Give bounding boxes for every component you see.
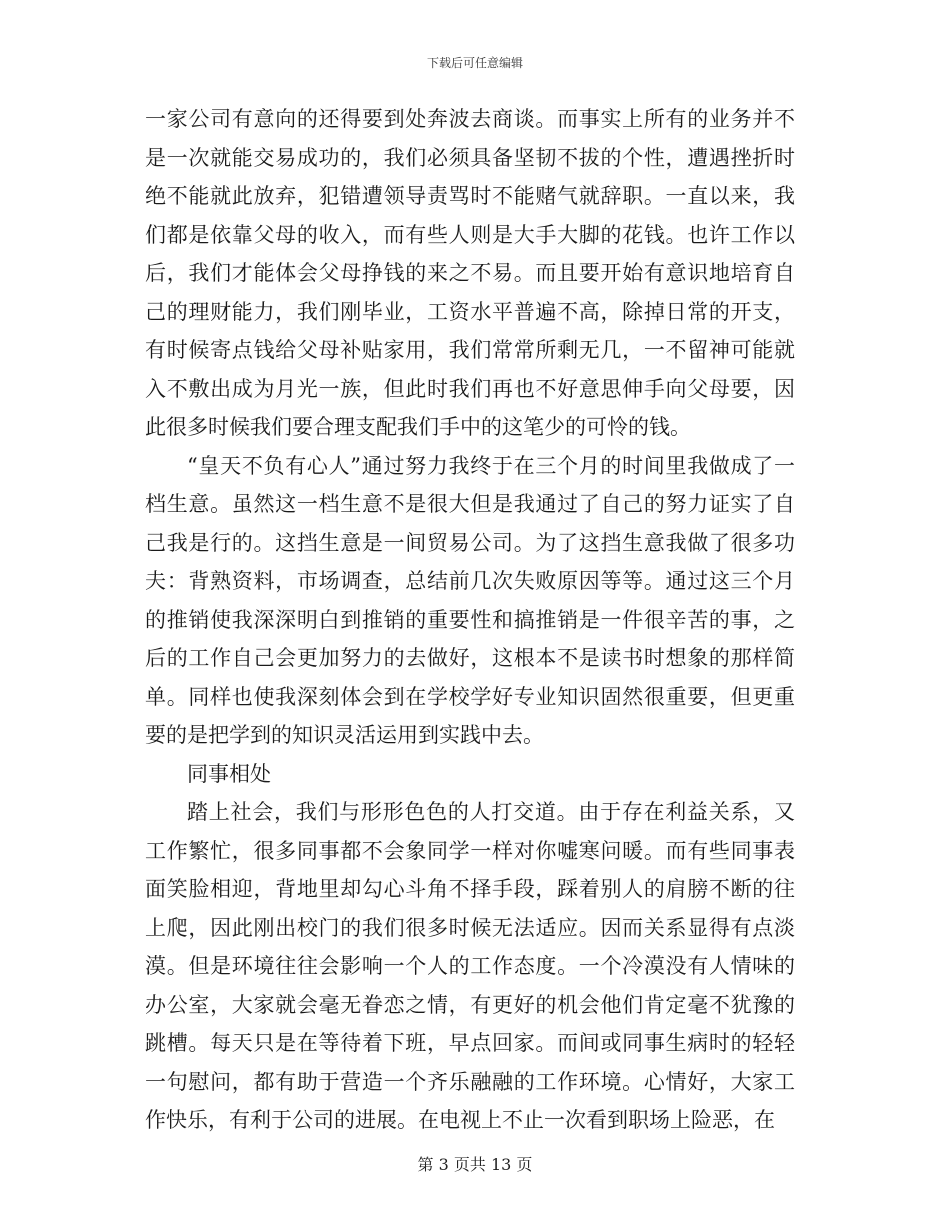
document-body (145, 100, 795, 1140)
paragraph-2: “皇天不负有心人”通过努力我终于在三个月的时间里我做成了一档生意。虽然这一档生意不是很大但是我通过了自己的努力证实了自己我是行的。这挡生意是一间贸易公司。为了这挡生意我做了很多功夫：背熟资料，市场调查，总结前几次失败原因等等。通过这三个月的推销使我深深明白到推销的重要性和搞推销是一件很辛苦的事，之后的工作自己会更加努力的去做好，这根本不是读书时想象的那样简单。同样也使我深刻体会到在学校学好专业知识固然很重要，但更重要的是把学到的知识灵活运用到实践中去。 (145, 453, 795, 747)
page-header-note: 下载后可任意编辑 (426, 56, 523, 70)
page-number-footer: 第 3 页共 13 页 (417, 1155, 533, 1174)
paragraph-1: 一家公司有意向的还得要到处奔波去商谈。而事实上所有的业务并不是一次就能交易成功的，我们必须具备坚韧不拔的个性，遭遇挫折时绝不能就此放弃，犯错遭领导责骂时不能赌气就辞职。一直以来，我们都是依靠父母的收入，而有些人则是大手大脚的花钱。也许工作以后，我们才能体会父母挣钱的来之不易。而且要开始有意识地培育自己的理财能力，我们刚毕业，工资水平普遍不高，除掉日常的开支，有时候寄点钱给父母补贴家用，我们常常所剩无几，一不留神可能就入不敷出成为月光一族，但此时我们再也不好意思伸手向父母要，因此很多时候我们要合理支配我们手中的这笔少的可怜的钱。 (145, 107, 795, 439)
section-heading: 同事相处 (187, 761, 271, 786)
paragraph-3: 踏上社会，我们与形形色色的人打交道。由于存在利益关系，又工作繁忙，很多同事都不会象同学一样对你嘘寒问暖。而有些同事表面笑脸相迎，背地里却勾心斗角不择手段，踩着别人的肩膀不断的往上爬，因此刚出校门的我们很多时候无法适应。因而关系显得有点淡漠。但是环境往往会影响一个人的工作态度。一个冷漠没有人情味的办公室，大家就会毫无眷恋之情，有更好的机会他们肯定毫不犹豫的跳槽。每天只是在等待着下班，早点回家。而间或同事生病时的轻轻一句慰问，都有助于营造一个齐乐融融的工作环境。心情好，大家工作快乐，有利于公司的进展。在电视上不止一次看到职场上险恶，在 (145, 800, 795, 1132)
